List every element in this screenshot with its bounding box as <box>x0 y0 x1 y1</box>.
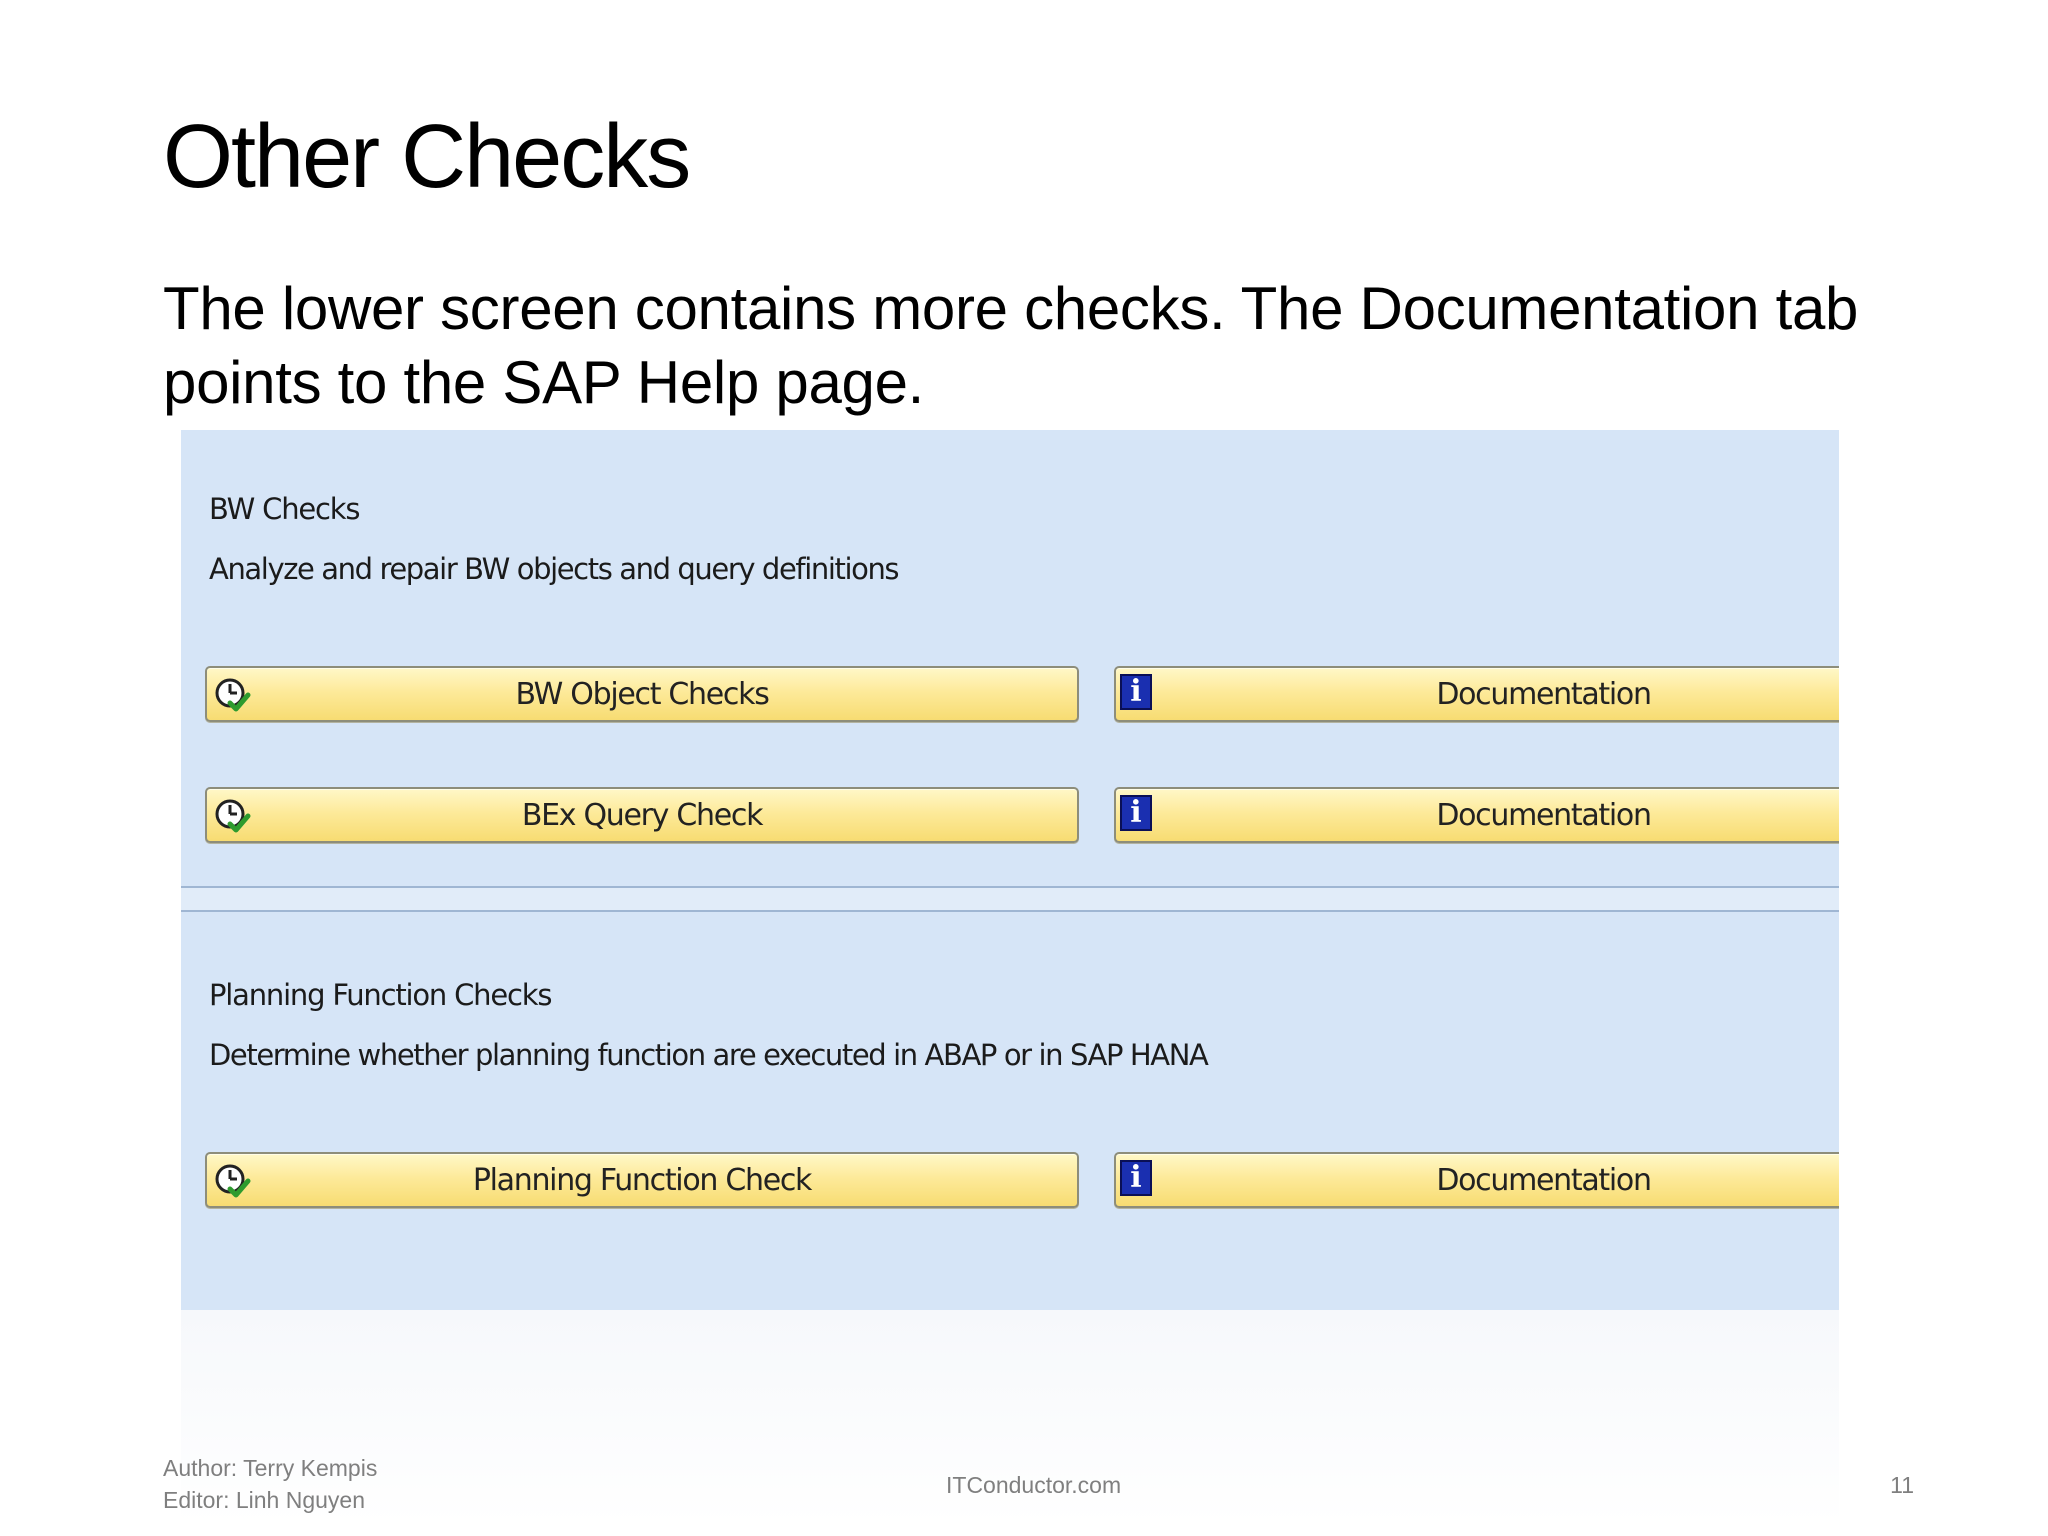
footer-editor: Editor: Linh Nguyen <box>163 1487 366 1513</box>
planning-function-check-label: Planning Function Check <box>472 1162 812 1198</box>
planning-checks-heading: Planning Function Checks <box>209 978 552 1012</box>
planning-function-check-button[interactable] <box>205 1152 1079 1208</box>
bex-query-check-button[interactable] <box>205 787 1079 843</box>
section-divider-band <box>181 888 1839 910</box>
sap-checks-panel <box>181 430 1839 1310</box>
documentation-label: Documentation <box>1436 1162 1651 1198</box>
section-divider-bottom <box>181 910 1839 912</box>
bex-query-documentation-button[interactable] <box>1114 787 1839 843</box>
footer-page-number: 11 <box>1890 1472 1914 1498</box>
info-icon: i <box>1120 1160 1152 1196</box>
bw-checks-description: Analyze and repair BW objects and query definitions <box>209 552 899 586</box>
bw-object-checks-label: BW Object Checks <box>515 676 769 712</box>
footer-site: ITConductor.com <box>946 1472 1122 1498</box>
planning-checks-description: Determine whether planning function are executed in ABAP or in SAP HANA <box>209 1038 1208 1072</box>
slide-body-text: The lower screen contains more checks. The Documentation tab points to the SAP Help page. <box>163 275 1859 416</box>
documentation-label: Documentation <box>1436 797 1651 833</box>
bex-query-check-label: BEx Query Check <box>521 797 763 833</box>
documentation-label: Documentation <box>1436 676 1651 712</box>
slide-title: Other Checks <box>163 107 690 207</box>
info-icon: i <box>1120 795 1152 831</box>
bw-object-checks-button[interactable] <box>205 666 1079 722</box>
bw-object-documentation-button[interactable] <box>1114 666 1839 722</box>
info-icon: i <box>1120 674 1152 710</box>
bw-checks-heading: BW Checks <box>209 492 360 526</box>
planning-function-documentation-button[interactable] <box>1114 1152 1839 1208</box>
footer-author: Author: Terry Kempis <box>163 1455 378 1481</box>
